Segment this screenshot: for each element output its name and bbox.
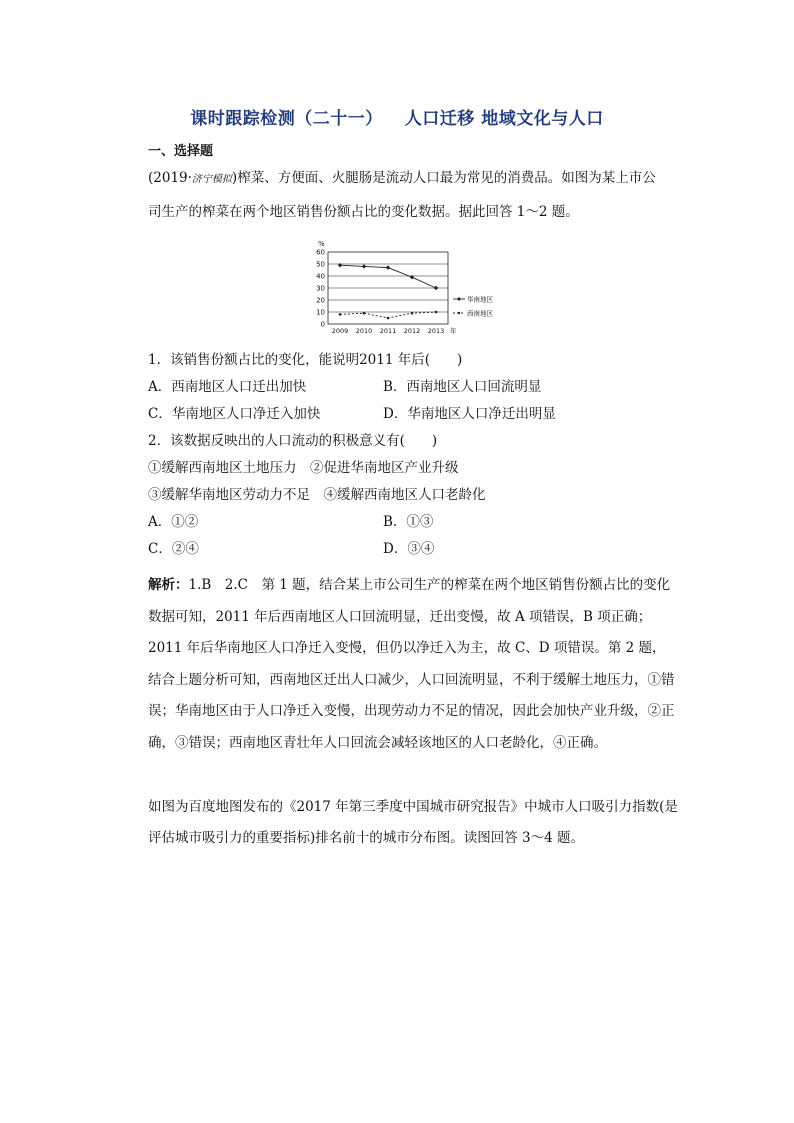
y-tick-label: 50 (316, 260, 325, 269)
y-axis-unit: % (318, 240, 325, 248)
series-2-point (387, 317, 390, 320)
q1-stem: 1．该销售份额占比的变化，能说明2011 年后( ) (148, 352, 463, 368)
series-2-point (339, 313, 342, 316)
series-1-point (410, 275, 414, 279)
q2-option-d: D．③④ (383, 541, 435, 557)
intro-close: ) (231, 170, 238, 186)
intro-source: 济宁模拟 (191, 174, 232, 185)
q2-statement-line1: ①缓解西南地区土地压力 ②促进华南地区产业升级 (148, 460, 459, 476)
series-2-point (411, 312, 414, 315)
q2-option-c: C．②④ (148, 541, 199, 557)
title-part2: 人口迁移 地域文化与人口 (404, 109, 604, 129)
intro-paragraph (148, 162, 658, 228)
q1-option-a: A．西南地区人口迁出加快 (148, 379, 307, 395)
intro-year: (2019· (148, 170, 192, 186)
y-tick-label: 10 (316, 308, 325, 317)
series-1-point (338, 263, 342, 267)
q2-stem: 2．该数据反映出的人口流动的积极意义有( ) (148, 433, 438, 449)
q2-option-a: A．①② (148, 514, 199, 530)
y-tick-label: 0 (320, 320, 325, 329)
y-tick-label: 40 (316, 272, 325, 281)
series-1-point (386, 265, 390, 269)
next-question-intro: 如图为百度地图发布的《2017 年第三季度中国城市研究报告》中城市人口吸引力指数(是评估城市吸引力的重要指标)排名前十的城市分布图。读图回答 3～4 题。 (148, 799, 678, 846)
x-tick-label: 2009 (331, 327, 349, 335)
explanation-answer: 1.B 2.C (188, 577, 249, 593)
explanation-head: 解析： (148, 577, 189, 593)
title-part1: 课时跟踪检测（二十一） (190, 109, 383, 129)
sales-share-chart (300, 238, 493, 346)
legend-marker-1 (457, 297, 461, 301)
y-tick-label: 30 (316, 284, 325, 293)
section-heading: 一、选择题 (148, 144, 214, 159)
explanation-text: 第 1 题，结合某上市公司生产的榨菜在两个地区销售份额占比的变化数据可知，2011 年后西南地区人口回流明显，迁出变慢，故 A 项错误，B 项正确；2011 年后华南地区人口净迁入变慢，但仍以净迁入为主，故 C、D 项错误。第 2 题，结合上题分析可知，西南地区迁出人口减少，人口回流明显，不利于缓解土地压力，①错误；华南地区由于人口净迁入变慢，出现劳动力不足的情况，因此会加快产业升级，②正确，③错误；西南地区青壮年人口回流会减轻该地区的人口老龄化，④正确。 (148, 577, 675, 751)
x-tick-label: 2012 (403, 327, 421, 335)
q2-statement-line2: ③缓解华南地区劳动力不足 ④缓解西南地区人口老龄化 (148, 487, 486, 503)
explanation-paragraph (148, 570, 678, 759)
q1-option-c: C．华南地区人口净迁入加快 (148, 406, 321, 422)
page-title (0, 104, 794, 129)
series-2-point (363, 312, 366, 315)
series-1-point (362, 264, 366, 268)
x-tick-label: 2013 (427, 327, 445, 335)
y-tick-label: 20 (316, 296, 325, 305)
legend-marker-2 (458, 312, 460, 314)
series-2-point (435, 311, 438, 314)
x-tick-label: 2010 (355, 327, 373, 335)
x-tick-label: 2011 (379, 327, 397, 335)
intro-text: 榨菜、方便面、火腿肠是流动人口最为常见的消费品。如图为某上市公司生产的榨菜在两个地区销售份额占比的变化数据。据此回答 1～2 题。 (148, 170, 656, 220)
legend-label-2: 西南地区 (467, 309, 493, 318)
series-1-point (434, 286, 438, 290)
legend-label-1: 华南地区 (467, 295, 493, 304)
y-tick-label: 60 (316, 248, 325, 257)
q1-option-b: B．西南地区人口回流明显 (383, 379, 542, 395)
x-axis-unit: 年 (450, 327, 457, 335)
q2-option-b: B．①③ (383, 514, 434, 530)
q1-option-d: D．华南地区人口净迁出明显 (383, 406, 556, 422)
